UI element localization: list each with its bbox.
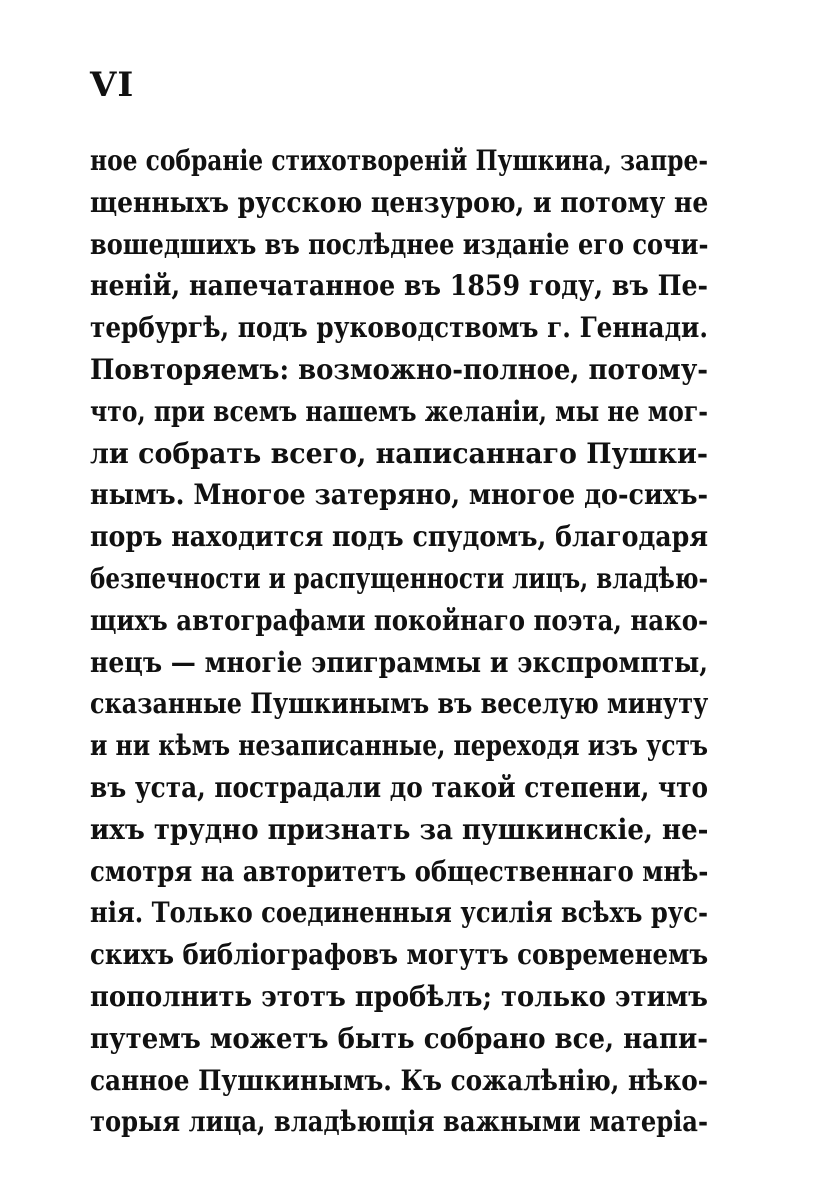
text-line: тербургѣ, подъ руководствомъ г. Геннади. bbox=[90, 311, 708, 345]
text-line: нія. Только соединенныя усилія всѣхъ рус- bbox=[90, 896, 708, 930]
text-line: ли собрать всего, написаннаго Пушки- bbox=[90, 436, 708, 470]
text-line: неній, напечатанное въ 1859 году, въ Пе- bbox=[90, 269, 708, 303]
text-line: что, при всемъ нашемъ желаніи, мы не мог- bbox=[90, 394, 708, 428]
page-number: VI bbox=[90, 65, 135, 105]
text-line: смотря на авторитетъ общественнаго мнѣ- bbox=[90, 854, 709, 888]
text-line: нецъ — многіе эпиграммы и экспромпты, bbox=[90, 645, 709, 679]
text-line: санное Пушкинымъ. Къ сожалѣнію, нѣко- bbox=[90, 1063, 709, 1097]
body-text bbox=[90, 140, 708, 1143]
text-line: ное собраніе стихотвореній Пушкина, запре- bbox=[90, 144, 708, 177]
text-line: вошедшихъ въ послѣднее изданіе его сочи- bbox=[90, 227, 709, 261]
text-line: ихъ трудно признать за пушкинскіе, не- bbox=[90, 812, 709, 846]
text-line: Повторяемъ: возможно-полное, потому- bbox=[90, 352, 709, 386]
text-line: сказанные Пушкинымъ въ веселую минуту bbox=[90, 687, 709, 721]
text-line: скихъ библіографовъ могутъ современемъ bbox=[90, 938, 709, 972]
text-line: поръ находится подъ спудомъ, благодаря bbox=[90, 520, 708, 554]
text-line: пополнить этотъ пробѣлъ; только этимъ bbox=[90, 979, 708, 1013]
text-line: безпечности и распущенности лицъ, владѣю- bbox=[90, 561, 708, 595]
text-line: нымъ. Многое затеряно, многое до-сихъ- bbox=[90, 478, 708, 512]
text-line: путемъ можетъ быть собрано все, напи- bbox=[90, 1021, 709, 1055]
text-line: торыя лица, владѣющія важными матеріа- bbox=[90, 1105, 708, 1139]
text-line: и ни кѣмъ незаписанные, переходя изъ устъ bbox=[90, 729, 708, 763]
text-line: въ уста, пострадали до такой степени, что bbox=[90, 770, 708, 804]
text-line: щенныхъ русскою цензурою, и потому не bbox=[90, 185, 709, 219]
text-line: щихъ автографами покойнаго поэта, нако- bbox=[90, 603, 709, 637]
